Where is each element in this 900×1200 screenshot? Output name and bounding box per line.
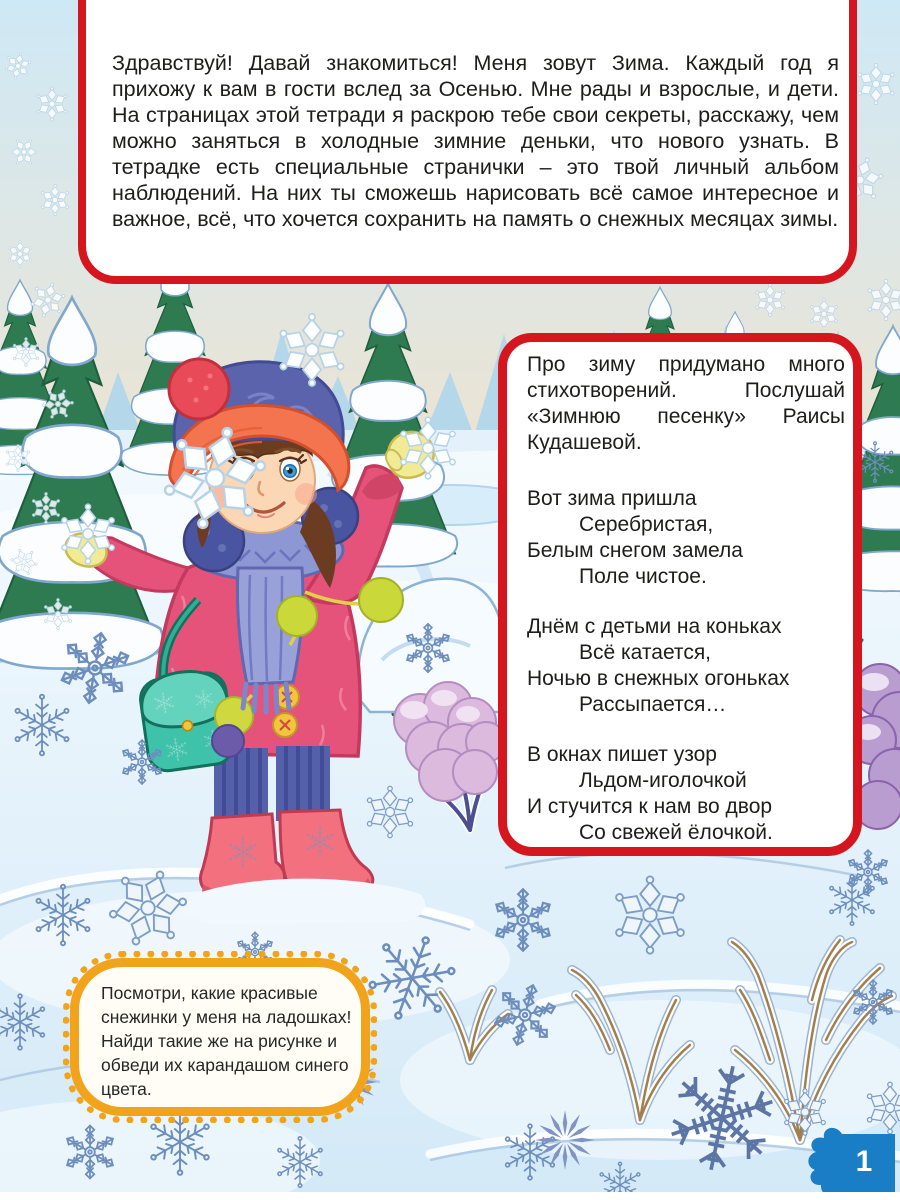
poem-line: Льдом-иголочкой [579, 769, 747, 792]
scarf-pompom-green [359, 578, 403, 622]
hat-pompom [169, 359, 229, 419]
poem-line: И стучится к нам во двор [527, 795, 773, 818]
poem-line: Рассыпается… [579, 693, 727, 716]
poem-line: Вот зима пришла [527, 487, 697, 510]
poem-stanza [527, 742, 845, 846]
poem-line: Серебристая, [579, 513, 714, 536]
intro-text: Здравствуй! Давай знакомиться! Меня зовут Зима. Каждый год я прихожу к вам в гости вслед за Осенью. Мне рады и взрослые, и дети. На страницах этой тетради я раскрою тебе свои секреты, расскажу, чем можно заняться в холодные зимние деньки, что нового узнать. В тетрадке есть специальные странички – это твой личный альбом наблюдений. На них ты сможешь нарисовать всё самое интересное и важное, всё, что хочется сохранить на память о снежных месяцах зимы. [112, 51, 839, 231]
scarf-pompom-green [277, 596, 317, 636]
intro-box [78, 0, 857, 284]
poem-stanza [527, 614, 845, 718]
callout-text: Посмотри, какие красивые снежинки у меня на ладошках! Найди такие же на рисунке и обведи их карандашом синего цвета. [101, 983, 352, 1099]
poem-line: Со свежей ёлочкой. [579, 821, 773, 844]
poem-line: Поле чистое. [579, 565, 707, 588]
bag-pompom-purple [212, 725, 244, 757]
poem-stanza [527, 486, 845, 590]
poem-line: В окнах пишет узор [527, 743, 717, 766]
poem-line: Ночью в снежных огоньках [527, 667, 790, 690]
poem-line: Днём с детьми на коньках [527, 615, 782, 638]
page-number: 1 [855, 1145, 873, 1178]
poem-intro-text: Про зиму придумано много стихотворений. Послушай «Зимнюю песенку» Раисы Кудашевой. [527, 353, 845, 454]
poem-box [498, 333, 862, 856]
poem-line: Всё катается, [579, 641, 712, 664]
callout-box [70, 958, 370, 1116]
poem-line: Белым снегом замела [527, 539, 743, 562]
page-number-badge [838, 1138, 890, 1186]
bottom-margin [0, 1192, 900, 1200]
